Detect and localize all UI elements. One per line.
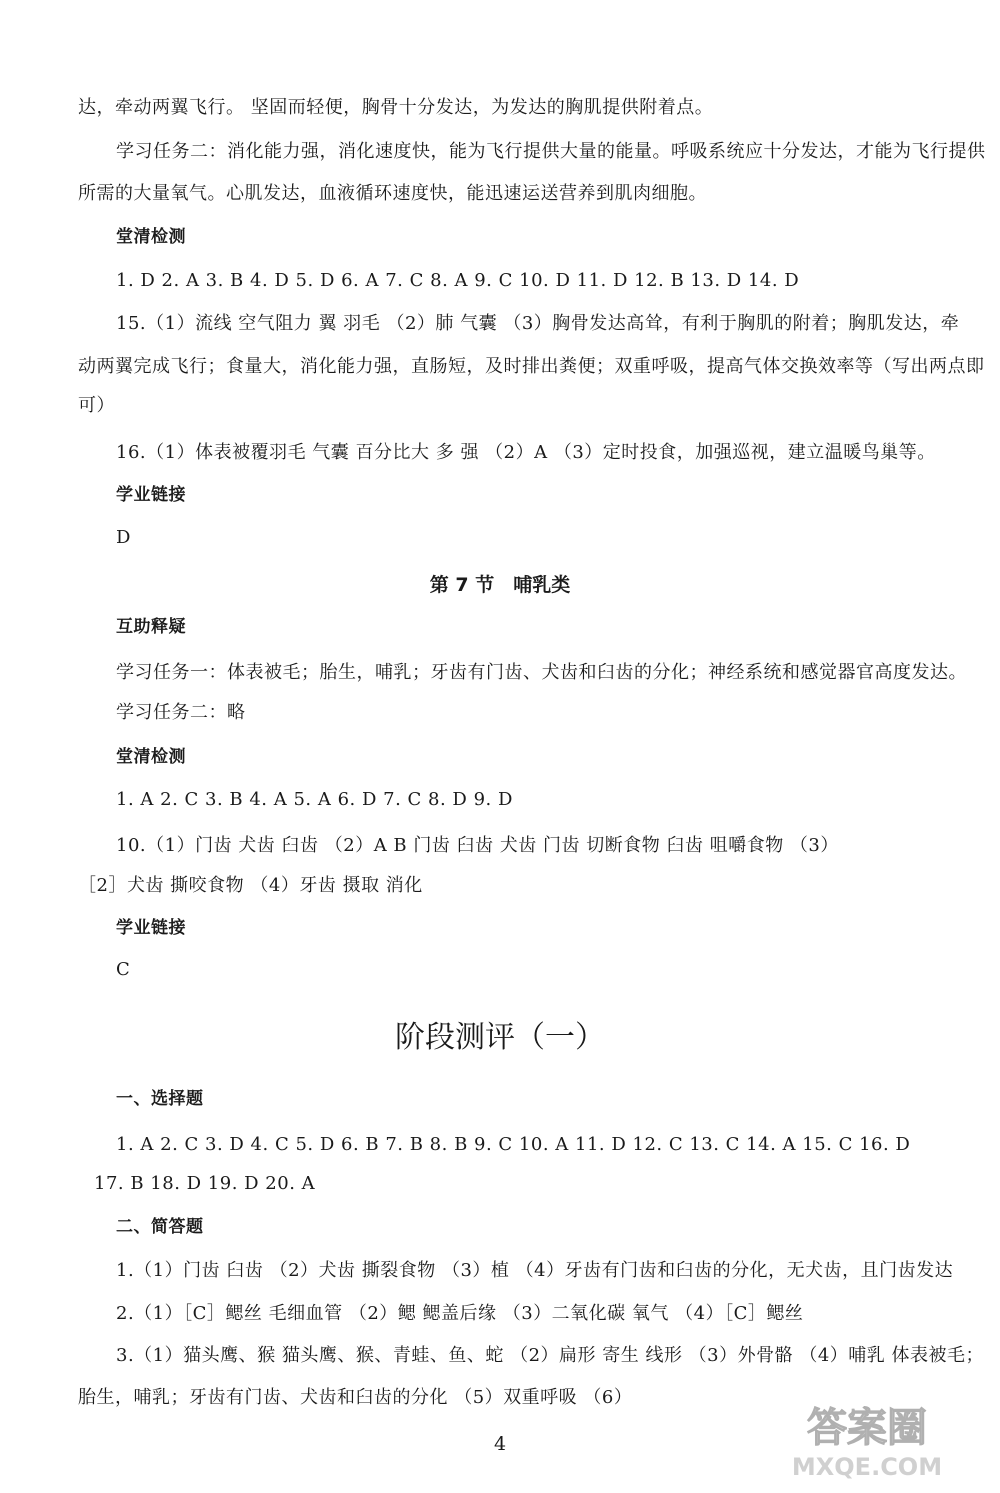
text-line: 2.（1）［C］鳃丝 毛细血管 （2）鳃 鳃盖后缘 （3）二氧化碳 氧气 （4）［C］鳃丝 — [116, 1303, 804, 1324]
chapter-title: 阶段测评（一） — [395, 1020, 605, 1055]
text-line: 1. D 2. A 3. B 4. D 5. D 6. A 7. C 8. A 9. C 10. D 11. D 12. B 13. D 14. D — [116, 270, 800, 291]
text-line: C — [116, 959, 131, 980]
section-heading: 二、简答题 — [116, 1217, 204, 1237]
text-line: 学习任务二：略 — [116, 702, 246, 723]
page-number: 4 — [493, 1433, 507, 1455]
text-line: 15.（1）流线 空气阻力 翼 羽毛 （2）肺 气囊 （3）胸骨发达高耸，有利于胸肌的附着；胸肌发达，牵 — [116, 313, 960, 334]
text-line: 胎生，哺乳；牙齿有门齿、犬齿和臼齿的分化 （5）双重呼吸 （6） — [78, 1387, 633, 1408]
text-line: 学习任务一：体表被毛；胎生，哺乳；牙齿有门齿、犬齿和臼齿的分化；神经系统和感觉器官高度发达。 — [116, 662, 967, 683]
text-line: 1.（1）门齿 臼齿 （2）犬齿 撕裂食物 （3）植 （4）牙齿有门齿和臼齿的分化，无犬齿，且门齿发达 — [116, 1260, 954, 1281]
section-heading: 一、选择题 — [116, 1089, 204, 1109]
text-line: 1. A 2. C 3. D 4. C 5. D 6. B 7. B 8. B 9. C 10. A 11. D 12. C 13. C 14. A 15. C 16. D — [116, 1134, 911, 1155]
text-line: 动两翼完成飞行；食量大，消化能力强，直肠短，及时排出粪便；双重呼吸，提高气体交换效率等（写出两点即 — [78, 356, 985, 377]
text-line: 学习任务二：消化能力强，消化速度快，能为飞行提供大量的能量。呼吸系统应十分发达，才能为飞行提供 — [116, 141, 986, 162]
text-line: 16.（1）体表被覆羽毛 气囊 百分比大 多 强 （2）A （3）定时投食，加强巡视，建立温暖鸟巢等。 — [116, 442, 936, 463]
text-line: 达，牵动两翼飞行。 坚固而轻便，胸骨十分发达，为发达的胸肌提供附着点。 — [78, 97, 714, 118]
text-line: D — [116, 527, 131, 548]
section-heading: 学业链接 — [116, 918, 186, 938]
watermark-url-text: MXQE.COM — [791, 1453, 943, 1481]
text-line: ［2］犬齿 撕咬食物 （4）牙齿 摄取 消化 — [78, 875, 423, 896]
text-line: 所需的大量氧气。心肌发达，血液循环速度快，能迅速运送营养到肌肉细胞。 — [78, 183, 707, 204]
watermark-logo — [752, 1393, 982, 1483]
section-heading: 堂清检测 — [116, 747, 186, 767]
section-title: 第 7 节 哺乳类 — [429, 574, 571, 596]
watermark-icon — [752, 1393, 982, 1483]
section-heading: 互助释疑 — [116, 617, 186, 637]
section-heading: 学业链接 — [116, 485, 186, 505]
watermark-main-text: 答案圈 — [807, 1405, 927, 1451]
text-line: 17. B 18. D 19. D 20. A — [94, 1173, 316, 1194]
text-line: 3.（1）猫头鹰、猴 猫头鹰、猴、青蛙、鱼、蛇 （2）扁形 寄生 线形 （3）外骨骼 （4）哺乳 体表被毛； — [116, 1345, 985, 1366]
text-line: 1. A 2. C 3. B 4. A 5. A 6. D 7. C 8. D 9. D — [116, 789, 513, 810]
text-line: 10.（1）门齿 犬齿 臼齿 （2）A B 门齿 臼齿 犬齿 门齿 切断食物 臼齿 咀嚼食物 （3） — [116, 835, 839, 856]
section-heading: 堂清检测 — [116, 227, 186, 247]
text-line: 可） — [78, 395, 115, 416]
